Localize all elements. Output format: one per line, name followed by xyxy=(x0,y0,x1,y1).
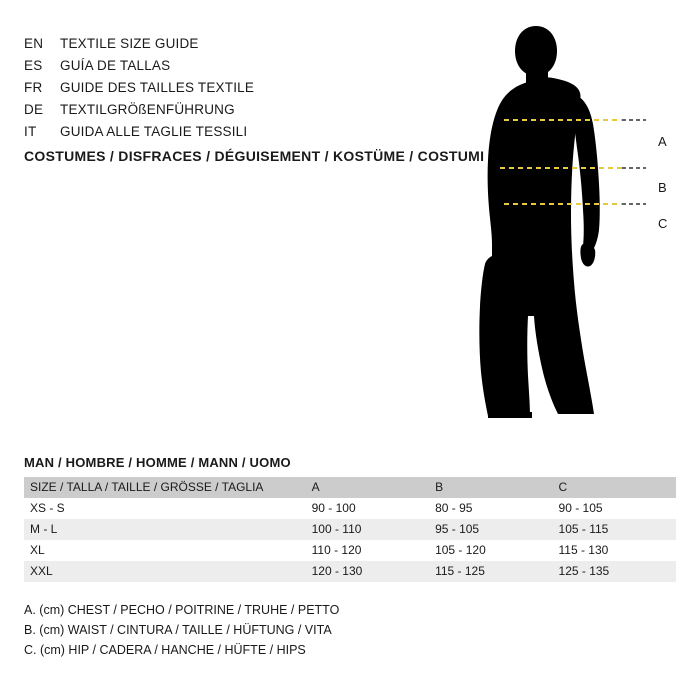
language-text: GUIDA ALLE TAGLIE TESSILI xyxy=(60,124,248,139)
language-code: ES xyxy=(24,58,43,73)
cell-chest: 100 - 110 xyxy=(311,522,362,536)
language-row xyxy=(24,99,454,121)
language-code: DE xyxy=(24,102,44,117)
language-text: TEXTILE SIZE GUIDE xyxy=(60,36,199,51)
measure-label-c: C xyxy=(658,216,668,231)
table-header-row xyxy=(24,477,676,498)
language-text: GUIDE DES TAILLES TEXTILE xyxy=(60,80,255,95)
cell-waist: 105 - 120 xyxy=(435,543,486,557)
male-silhouette-icon xyxy=(470,20,680,440)
cell-hip: 125 - 135 xyxy=(558,564,610,578)
table-row xyxy=(24,519,676,540)
language-row xyxy=(24,33,454,55)
table-row xyxy=(24,498,676,519)
language-row xyxy=(24,55,454,77)
measure-label-a: A xyxy=(658,134,667,149)
category-title: COSTUMES / DISFRACES / DÉGUISEMENT / KOSTÜME / COSTUMI xyxy=(24,148,485,164)
language-list xyxy=(24,33,454,143)
legend-line-c: C. (cm) HIP / CADERA / HANCHE / HÜFTE / HIPS xyxy=(24,643,306,657)
cell-hip: 90 - 105 xyxy=(558,501,603,515)
table-row xyxy=(24,561,676,582)
cell-chest: 120 - 130 xyxy=(311,564,363,578)
table-header-a: A xyxy=(306,477,429,498)
language-code: IT xyxy=(24,124,37,139)
size-table-head xyxy=(24,477,676,498)
size-table-body xyxy=(24,498,676,582)
table-header-c: C xyxy=(553,477,676,498)
cell-size: XL xyxy=(30,543,45,557)
cell-hip: 105 - 115 xyxy=(558,522,609,536)
language-text: GUÍA DE TALLAS xyxy=(60,58,171,73)
cell-chest: 110 - 120 xyxy=(311,543,362,557)
measurement-legend xyxy=(24,600,339,660)
cell-hip: 115 - 130 xyxy=(558,543,609,557)
cell-size: XXL xyxy=(30,564,53,578)
language-row xyxy=(24,121,454,143)
table-header-b: B xyxy=(429,477,552,498)
cell-waist: 115 - 125 xyxy=(435,564,485,578)
measure-label-b: B xyxy=(658,180,667,195)
cell-size: M - L xyxy=(30,522,58,536)
cell-waist: 80 - 95 xyxy=(435,501,473,515)
table-row xyxy=(24,540,676,561)
legend-line-b: B. (cm) WAIST / CINTURA / TAILLE / HÜFTUNG / VITA xyxy=(24,623,332,637)
table-header-size: SIZE / TALLA / TAILLE / GRÖSSE / TAGLIA xyxy=(24,477,306,498)
language-code: EN xyxy=(24,36,44,51)
size-table-section xyxy=(24,455,676,582)
language-row xyxy=(24,77,454,99)
cell-waist: 95 - 105 xyxy=(435,522,480,536)
table-group-title: MAN / HOMBRE / HOMME / MANN / UOMO xyxy=(24,455,291,470)
legend-line-a: A. (cm) CHEST / PECHO / POITRINE / TRUHE / PETTO xyxy=(24,603,340,617)
language-code: FR xyxy=(24,80,43,95)
cell-chest: 90 - 100 xyxy=(311,501,356,515)
body-figure xyxy=(470,20,680,440)
cell-size: XS - S xyxy=(30,501,65,515)
language-text: TEXTILGRÖßENFÜHRUNG xyxy=(60,102,235,117)
size-table xyxy=(24,477,676,582)
